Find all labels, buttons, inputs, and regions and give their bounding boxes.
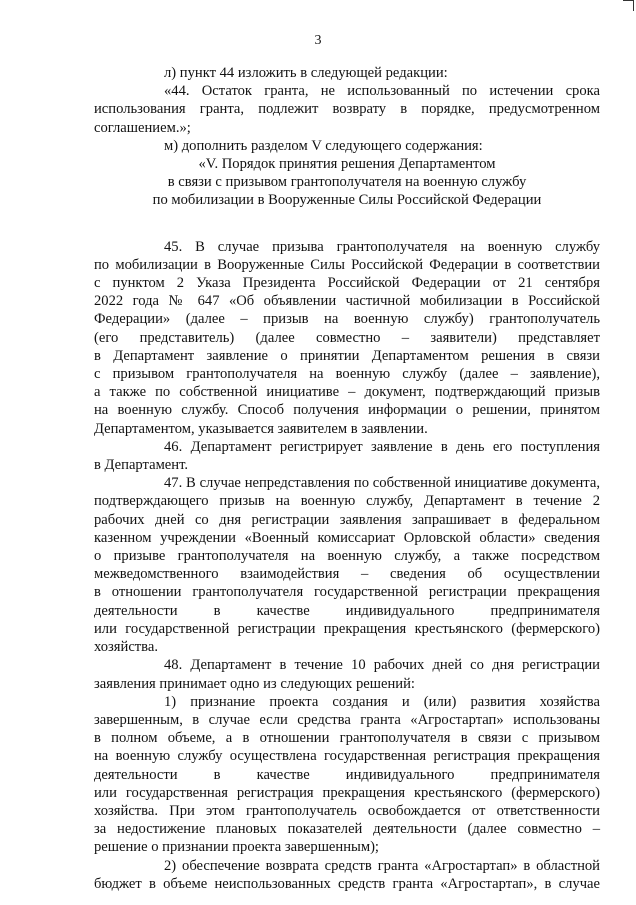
text-line: соглашением.»;	[94, 119, 191, 136]
paragraph-47	[94, 474, 600, 656]
section-title-line: в связи с призывом грантополучателя на военную службу	[167, 174, 527, 191]
text-line: (его представитель) (далее совместно – заявители) представляет	[94, 329, 600, 346]
text-line: 45. В случае призыва грантополучателя на военную службу	[164, 238, 600, 255]
section-title-line: «V. Порядок принятия решения Департаментом	[198, 156, 496, 173]
text-line: использования гранта, подлежит возврату в порядке, предусмотренном	[94, 101, 600, 118]
text-line: в отношении грантополучателя государственной регистрации прекращения	[94, 584, 600, 601]
text-line: подтверждающего призыв на военную службу, Департамент в течение 2	[94, 493, 600, 510]
text-line: на военную службу осуществлена государственная регистрация прекращения	[94, 748, 600, 765]
text-line: Департаментом, указывается заявителем в заявлении.	[94, 420, 428, 437]
text-line: завершенным, в случае если средства гранта «Агростартап» использованы	[94, 711, 600, 728]
item-l-label: л) пункт 44 изложить в следующей редакции:	[164, 65, 448, 81]
text-line: «44. Остаток гранта, не использованный по истечении срока	[164, 83, 600, 100]
text-line: бюджет в объеме неиспользованных средств гранта «Агростартап», в случае	[94, 875, 600, 892]
text-line: деятельности в качестве индивидуального предпринимателя	[94, 602, 600, 619]
text-line: в полном объеме, а в отношении грантополучателя в связи с призывом	[94, 730, 600, 747]
text-line: или государственной регистрации прекращения крестьянского (фермерского)	[94, 620, 600, 637]
section-title-line: по мобилизации в Вооруженные Силы Российской Федерации	[152, 192, 542, 209]
text-line: в Департамент заявление о принятии Департаментом решения в связи	[94, 347, 600, 364]
paragraph-45	[94, 238, 600, 438]
paragraph-46	[94, 438, 600, 474]
text-line: межведомственного взаимодействия – сведения об осуществлении	[94, 566, 600, 583]
text-line: а также по собственной инициативе – документ, подтверждающий призыв	[94, 384, 600, 401]
text-line: или государственная регистрация прекращения крестьянского (фермерского)	[94, 784, 600, 801]
text-line: с призывом грантополучателя на военную службу (далее – заявление),	[94, 366, 600, 383]
text-line: на военную службу. Способ получения информации о решении, принятом	[94, 402, 600, 419]
item-m-label: м) дополнить разделом V следующего содержания:	[164, 137, 483, 154]
text-line: 47. В случае непредставления по собственной инициативе документа,	[164, 475, 600, 492]
text-line: по мобилизации в Вооруженные Силы Российской Федерации в соответствии	[94, 256, 600, 273]
text-line: хозяйства.	[94, 639, 159, 656]
paragraph-44-quote	[94, 82, 600, 137]
spacer	[94, 210, 600, 238]
page-number: 3	[314, 33, 322, 48]
document-body	[94, 64, 600, 893]
text-line: в Департамент.	[94, 457, 189, 474]
text-line: заявления принимает одно из следующих решений:	[94, 675, 415, 692]
text-line: рабочих дней со дня регистрации заявления запрашивает в федеральном	[94, 511, 600, 528]
text-line: за недостижение плановых показателей деятельности (далее совместно –	[94, 821, 600, 838]
item-m	[94, 137, 600, 155]
text-line: 2) обеспечение возврата средств гранта «Агростартап» в областной	[164, 857, 600, 874]
paragraph-48	[94, 656, 600, 692]
text-line: 1) признание проекта создания и (или) развития хозяйства	[164, 693, 600, 710]
paragraph-48-item-2	[94, 857, 600, 893]
text-line: деятельности в качестве индивидуального предпринимателя	[94, 766, 600, 783]
text-line: решение о признании проекта завершенным);	[94, 839, 379, 856]
paragraph-48-item-1	[94, 693, 600, 857]
text-line: хозяйства. При этом грантополучатель освобождается от ответственности	[94, 802, 600, 819]
text-line: 48. Департамент в течение 10 рабочих дней со дня регистрации	[164, 657, 600, 674]
text-line: с пунктом 2 Указа Президента Российской Федерации от 21 сентября	[94, 275, 600, 292]
text-line: 46. Департамент регистрирует заявление в день его поступления	[164, 438, 600, 455]
item-l	[94, 64, 600, 82]
section-v-title	[94, 155, 600, 210]
text-line: 2022 года № 647 «Об объявлении частичной мобилизации в Российской	[94, 293, 600, 310]
text-line: казенном учреждении «Военный комиссариат Орловской области» сведения	[94, 529, 600, 546]
page-corner-mark	[623, 0, 634, 11]
text-line: Федерации» (далее – призыв на военную службу) грантополучатель	[94, 311, 600, 328]
text-line: о призыве грантополучателя на военную службу, а также посредством	[94, 548, 600, 565]
